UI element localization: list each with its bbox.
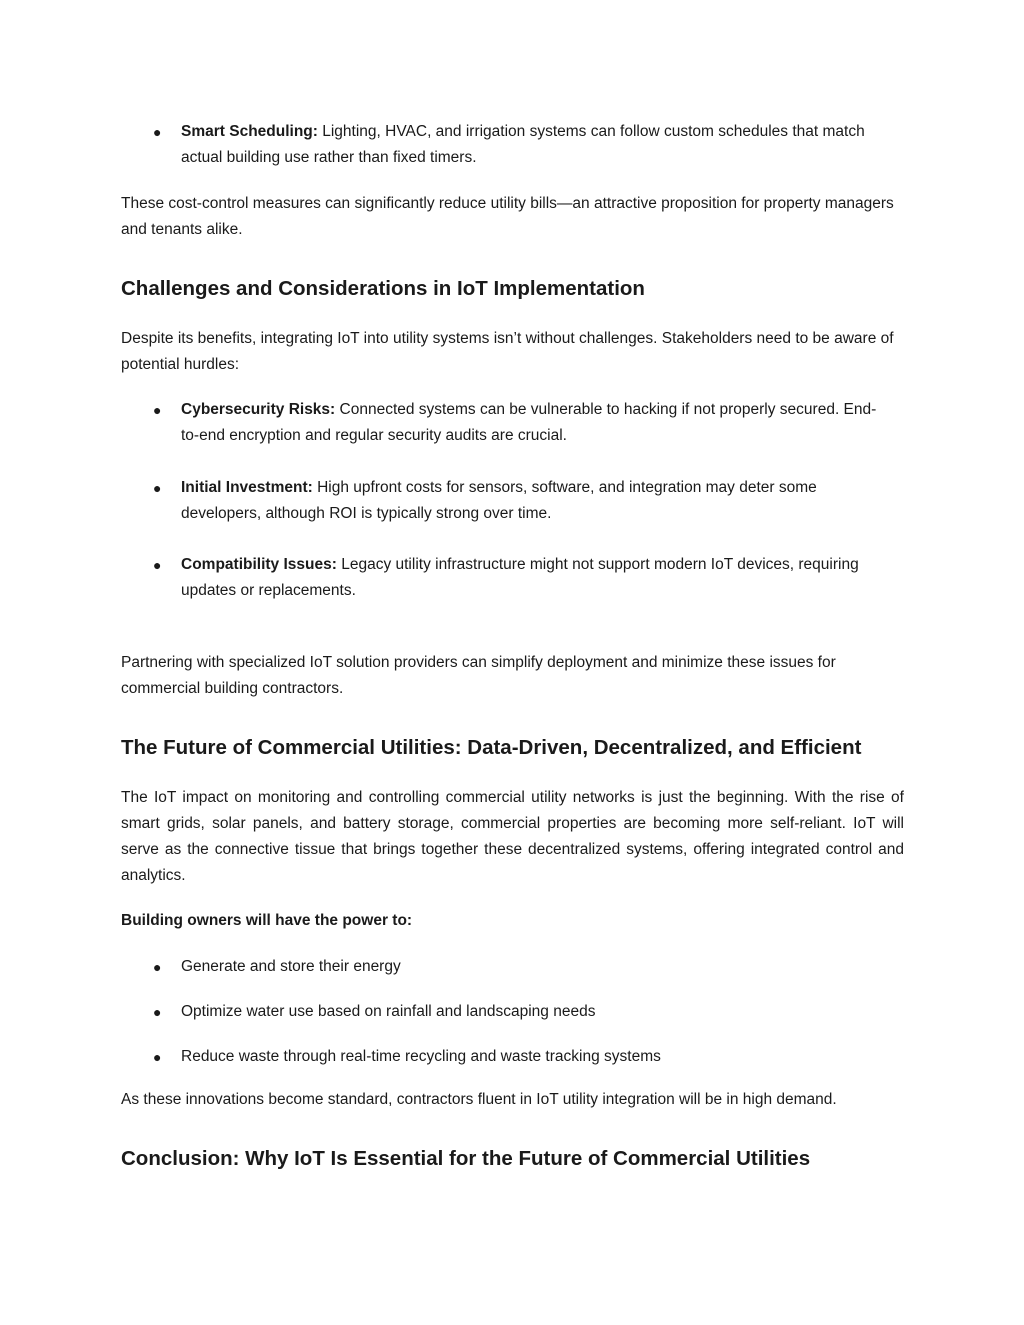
section-heading: Conclusion: Why IoT Is Essential for the Future of Commercial Utilities <box>121 1147 811 1170</box>
list-item-text <box>181 475 881 527</box>
bullet-icon: ● <box>153 557 162 573</box>
section-heading: The Future of Commercial Utilities: Data-Driven, Decentralized, and Efficient <box>121 736 862 759</box>
list-item-body: Lighting, HVAC, and irrigation systems can follow custom schedules that match actual building use rather than fixed timers. <box>181 123 865 166</box>
paragraph: The IoT impact on monitoring and controlling commercial utility networks is just the beginning. With the rise of smart grids, solar panels, and battery storage, commercial properties are becoming more self-reliant. IoT will serve as the connective tissue that brings together these decentralized systems, offering integrated control and analytics. <box>121 789 904 884</box>
list-item-term: Compatibility Issues: <box>181 556 337 573</box>
list-item-term: Cybersecurity Risks: <box>181 401 336 418</box>
paragraph: As these innovations become standard, contractors fluent in IoT utility integration will be in high demand. <box>121 1091 837 1108</box>
section-heading: Challenges and Considerations in IoT Implementation <box>121 277 645 300</box>
paragraph: These cost-control measures can significantly reduce utility bills—an attractive proposition for property managers and tenants alike. <box>121 195 894 238</box>
bullet-icon: ● <box>153 959 162 975</box>
list-item-text <box>181 119 881 171</box>
paragraph: Despite its benefits, integrating IoT into utility systems isn’t without challenges. Stakeholders need to be aware of potential hurdles: <box>121 330 894 373</box>
bullet-icon: ● <box>153 1049 162 1065</box>
bullet-icon: ● <box>153 1004 162 1020</box>
bullet-icon: ● <box>153 402 162 418</box>
list-item-body: Connected systems can be vulnerable to hacking if not properly secured. End-to-end encryption and regular security audits are crucial. <box>181 401 877 444</box>
list-item-text <box>181 552 881 604</box>
bullet-icon: ● <box>153 480 162 496</box>
list-item-text <box>181 397 881 449</box>
list-item-text: Optimize water use based on rainfall and landscaping needs <box>181 1003 596 1020</box>
bullet-icon: ● <box>153 124 162 140</box>
subheading: Building owners will have the power to: <box>121 912 413 929</box>
paragraph: Partnering with specialized IoT solution providers can simplify deployment and minimize these issues for commercial building contractors. <box>121 654 836 697</box>
list-item-text: Reduce waste through real-time recycling and waste tracking systems <box>181 1048 661 1065</box>
list-item-term: Initial Investment: <box>181 479 313 496</box>
list-item-body: High upfront costs for sensors, software, and integration may deter some developers, although ROI is typically strong over time. <box>181 479 817 522</box>
list-item-term: Smart Scheduling: <box>181 123 318 140</box>
list-item-text: Generate and store their energy <box>181 958 401 975</box>
list-item-body: Legacy utility infrastructure might not support modern IoT devices, requiring updates or replacements. <box>181 556 859 599</box>
